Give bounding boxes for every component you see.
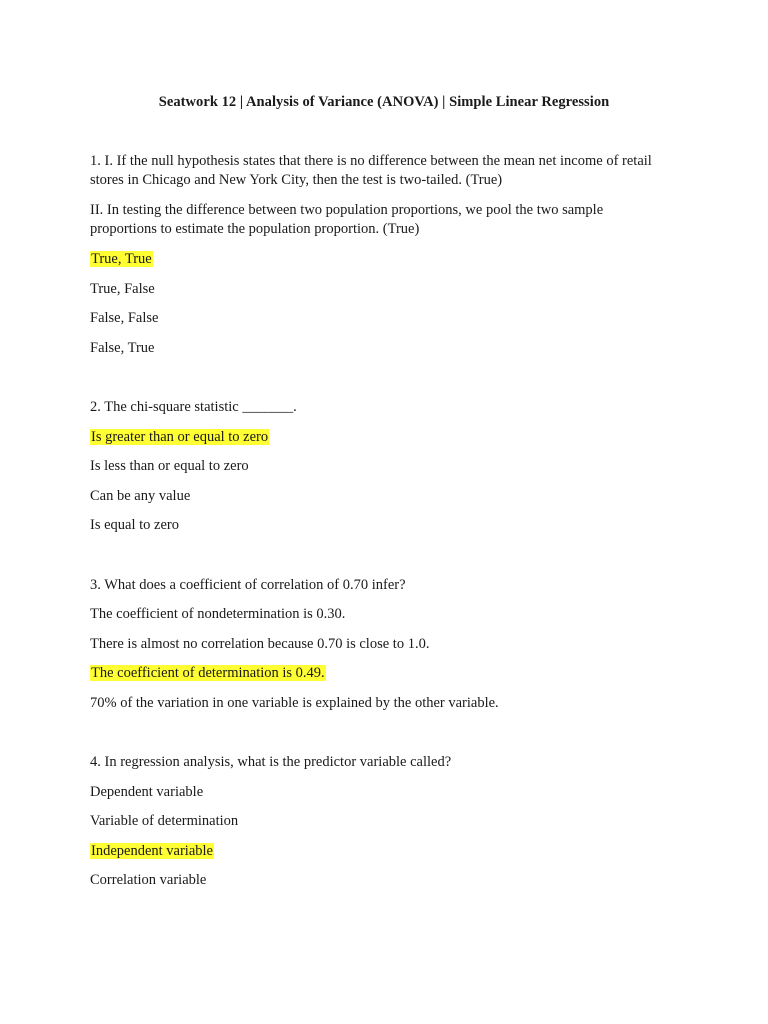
q4-option-2: Variable of determination [90, 813, 239, 829]
q1-sub-prompt-line-2: proportions to estimate the population proportion. (True) [90, 221, 420, 237]
q3-option-1: The coefficient of nondetermination is 0.30. [90, 606, 346, 622]
q2-prompt: 2. The chi-square statistic _______. [90, 399, 297, 415]
q4-option-3 [90, 842, 214, 861]
q1-answer-highlight: True, True [91, 251, 152, 267]
q3-option-2: There is almost no correlation because 0.70 is close to 1.0. [90, 636, 430, 652]
q2-option-3: Can be any value [90, 488, 191, 504]
q4-option-4: Correlation variable [90, 872, 207, 888]
q1-option-1 [90, 250, 153, 269]
document-title: Seatwork 12 | Analysis of Variance (ANOVA) | Simple Linear Regression [158, 94, 610, 110]
q1-prompt-line-2: stores in Chicago and New York City, then the test is two-tailed. (True) [90, 172, 503, 188]
q2-option-1 [90, 428, 269, 447]
q4-option-1: Dependent variable [90, 784, 204, 800]
q1-sub-prompt-line-1: II. In testing the difference between two population proportions, we pool the two sample [90, 202, 604, 218]
q1-option-4: False, True [90, 340, 155, 356]
q1-option-2: True, False [90, 281, 155, 297]
q2-answer-highlight: Is greater than or equal to zero [91, 429, 269, 445]
q2-option-2: Is less than or equal to zero [90, 458, 249, 474]
q3-answer-highlight: The coefficient of determination is 0.49. [91, 665, 325, 681]
q3-prompt: 3. What does a coefficient of correlation of 0.70 infer? [90, 577, 406, 593]
q1-option-3: False, False [90, 310, 159, 326]
q2-option-4: Is equal to zero [90, 517, 179, 533]
q4-prompt: 4. In regression analysis, what is the predictor variable called? [90, 754, 452, 770]
q3-option-4: 70% of the variation in one variable is explained by the other variable. [90, 695, 499, 711]
q1-prompt-line-1: 1. I. If the null hypothesis states that there is no difference between the mean net income of retail [90, 153, 652, 169]
q4-answer-highlight: Independent variable [91, 843, 213, 859]
q3-option-3 [90, 664, 326, 683]
